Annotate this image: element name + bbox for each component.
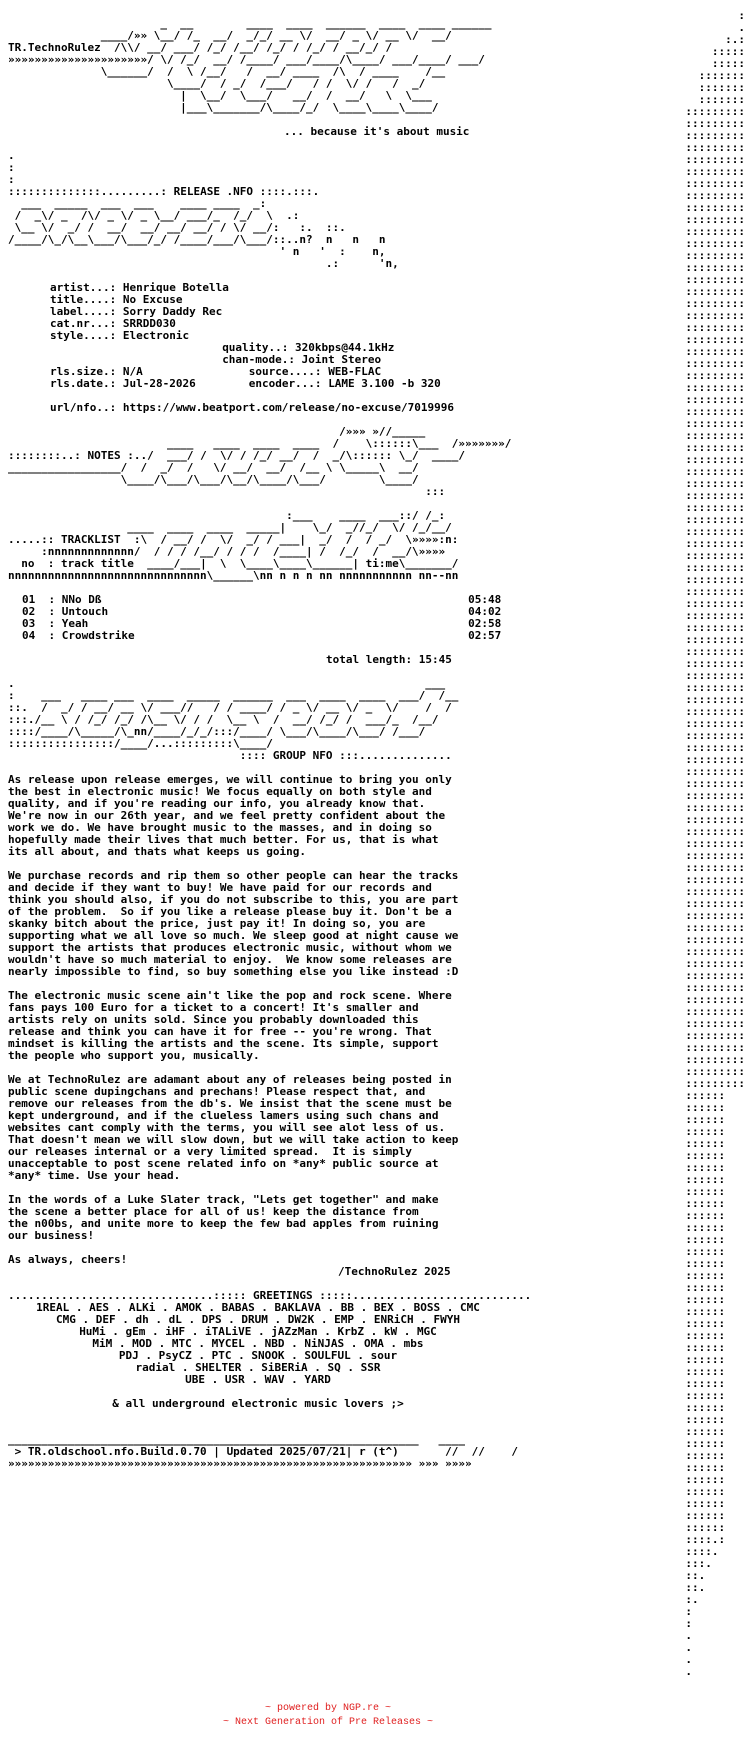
total-length: total length: 15:45 bbox=[326, 653, 452, 666]
label-value: Sorry Daddy Rec bbox=[122, 305, 223, 318]
url-link[interactable]: https://www.beatport.com/release/no-excuse/7019996 bbox=[122, 401, 454, 414]
source-value: WEB-FLAC bbox=[328, 365, 382, 378]
release-section-title: RELEASE .NFO bbox=[173, 185, 254, 198]
footer-powered-by: ~ powered by NGP.re ~ bbox=[264, 1703, 392, 1714]
tracklist-section-title: TRACKLIST bbox=[60, 533, 121, 546]
col-title-header: : track title bbox=[47, 557, 134, 570]
encoder-value: LAME 3.100 -b 320 bbox=[328, 377, 441, 390]
group-paragraph-1: As release upon release emerges, we will continue to bring you only the best in electronic music! We focus equally on both style and quality, and if you're reading our info, you already know that. We're now in our 26th year, and we feel pretty confident about the work we do. We have brought music to the masses, and in doing so hopefully made their lives that much better. For us, that is what its all about, and thats what keeps us going. bbox=[8, 773, 452, 858]
group-paragraph-3: The electronic music scene ain't like the pop and rock scene. Where fans pays 100 Euro for a ticket to a concert! It's smaller and artists rely on units sold. Since you probably downloaded this release and think you can have it for free -- you're wrong. That mindset is killing the artists and the scene. Its simple, support the people who support you, musically. bbox=[8, 989, 452, 1062]
list-item: 04 : Crowdstrike 02:57 bbox=[22, 629, 502, 642]
track-list bbox=[8, 594, 501, 642]
group-paragraph-2: We purchase records and rip them so other people can hear the tracks and decide if they want to buy! We have paid for our records and think you should also, if you do not subscribe to this, you are part of the problem. So if you like a release please buy it. Don't be a skanky bitch about the price, just pay it! In doing so, you are supporting what we all love so much. We sleep good at night cause we support the artists that produces electronic music, without whom we wouldn't have so much material to enjoy. We know some releases are nearly impossible to find, so buy something else you like instead :D bbox=[8, 869, 459, 978]
build-line: > TR.oldschool.nfo.Build.0.70 | Updated 2025/07/21| r (t^) // // / »»»»»»»»»»»»»»»»»»»»»»»»»»»»»»»»»»»»»»»»»»»»»»»»»»»»»»»»»»»»» »»» »»»» bbox=[8, 1445, 518, 1470]
release-info-block: artist...: Henrique Botella title....: No Excuse label....: Sorry Daddy Rec cat.nr...: SRRDD030 style....: Electronic quality..: 320kbps@44.1kHz chan-mode.: Joint Stereo rls.size.: N/A source....: WEB-FLAC rls.date.: Jul-28-2026 encoder...: LAME 3.100 -b 320 url/nfo..: https://www.beatport.com/release/no-excuse/7019996 bbox=[50, 281, 454, 414]
logo-ascii-art: _ __ ____ ____ ______ ____ ____ ______ ____/»» \__/ /_ __/ _/_/ __ \/ __/ _ \/ __ \/ __/ bbox=[100, 17, 492, 42]
col-no-header: no bbox=[21, 557, 35, 570]
footer-tagline: ~ Next Generation of Pre Releases ~ bbox=[222, 1717, 434, 1728]
list-item: 03 : Yeah 02:58 bbox=[22, 617, 502, 630]
greetings-section-title: GREETINGS bbox=[253, 1289, 313, 1302]
list-item: 02 : Untouch 04:02 bbox=[22, 605, 502, 618]
artist-value: Henrique Botella bbox=[122, 281, 229, 294]
greetings-list: 1REAL . AES . ALKi . AMOK . BABAS . BAKLAVA . BB . BEX . BOSS . CMC CMG . DEF . dh . dL . DPS . DRUM . DW2K . EMP . ENRiCH . FWYH HuMi . gEm . iHF . iTALiVE . jAZzMan . KrbZ . kW . MGC MiM . MOD . MTC . MYCEL . NBD . NiNJAS . OMA . mbs PDJ . PsyCZ . PTC . SNOOK . SOULFUL . sour radial . SHELTER . SiBERiA . SQ . SSR UBE . USR . WAV . YARD & all underground electronic music lovers ;> bbox=[36, 1301, 480, 1410]
footer bbox=[0, 1702, 656, 1730]
title-value: No Excuse bbox=[122, 293, 183, 306]
style-value: Electronic bbox=[122, 329, 190, 342]
group-tag: TR.TechnoRulez bbox=[8, 41, 101, 54]
nfo-document: _ __ ____ ____ ______ ____ ____ ______ ____/»» \__/ /_ __/ _/_/ __ \/ __/ _ \/ __ \/ __/ TR.TechnoRulez /\\/ __/ ___/ /_/ /__/ /_/ / /_/ / __/_/ / »»»»»»»»»»»»»»»»»»»»»/ \/ /_/ __/ /____/ ___/____/\____/ ___/____/ ___/ \______/ / \ /__/ / __/ ____ /\ / ____ /__ \____/ / _/ /___/ / / \/ / / _/ | \__/ \___/ __/ / __/ \ \___ |___\_______/\____/_/ \____\____\____/ ... because it's about music . : : ::::::::::::::.........: RELEASE .NFO ::::.:::. ___ _____ ___ ___ ____ ____ _: / _\/ _ /\/ _ \/ _ \__/ ___/_ /_/ \ .: \__ \/ _/ / __/ __/ __/ __/ / \/ __/: :. ::. /____/\_/\__\___/\___/_/ /____/___/\___/::..n? n n n ' n ' : n, .: 'n, artist...: Henrique Botella title....: No Excuse label....: Sorry Daddy Rec cat.nr...: SRRDD030 style....: Electronic quality..: 320kbps@44.1kHz chan-mode.: Joint Stereo rls.size.: N/A source....: WEB-FLAC rls.date.: Jul-28-2026 encoder...: LAME 3.100 -b 320 url/nfo..: https://www.beatport.com/release/no-excuse/7019996 /»»» »//_____ ____ ____ ____ ____ / \::::::\___ /»»»»»»»/ ::::::::..: NOTES :../ ___/ / \/ / /_/ __/ / _/\:::::: \_/ ____/ _________________/ / _/ / \/ __/ __/ /__ \ \_____\ __/ \____/\___/\___/\__/\____/\___/ \____/ ::: :___ ____ ___::/ /_: ____ ____ ____ _____| \_/ _//_/ \/ /_/__/ .....:: TRACKLIST :\ / __/ / \/ _/ / ___| _/ / / _/ \»»»»:n: :nnnnnnnnnnnnn/ / / / /__/ / / / /____| / /_/ / __/\»»»» no : track title ____/___| \ \____\____\______| ti:me\_______/ nnnnnnnnnnnnnnnnnnnnnnnnnnnnnn\______\nn n n n nn nnnnnnnnnnn nn--nn 01 : NNo Dß 05:48 02 : Untouch 04:02 03 : Yeah 02:58 04 : Crowdstrike 02:57 total length: 15:45 . ___ : ___ ____ ___ ____ _____ ______ ___ ____ ____ ___/ /__ ::. / _/ / __/ __ \/ ___// / / ____/ / _ \/ __ \/ _ \/ / / :::./__ \ / /_/ /_/ /\__ \/ / / \__ \ / __/ /_/ / ___/_ /__/ ::::/____/\_____/\_nn/____/_/_/:::/____/ \___/\____/\___/ /___/ ::::::::::::::::/____/...:::::::::\____/ :::: GROUP NFO :::.............. As release upon release emerges, we will continue to bring you only the best in electronic music! We focus equally on both style and quality, and if you're reading our info, you already know that. We're now in our 26th year, and we feel pretty confident about the work we do. We have brought music to the masses, and in doing so hopefully made their lives that much better. For us, that is what its all about, and thats what keeps us going. We purchase records and rip them so other people can hear the tracks and decide if they want to buy! We have paid for our records and think you should also, if you do not subscribe to this, you are part of the problem. So if you like a release please buy it. Don't be a skanky bitch about the price, just pay it! In doing so, you are supporting what we all love so much. We sleep good at night cause we support the artists that produces electronic music, without whom we wouldn't have so much material to enjoy. We know some releases are nearly impossible to find, so buy something else you like instead :D The electronic music scene ain't like the pop and rock scene. Where fans pays 100 Euro for a ticket to a concert! It's smaller and artists rely on units sold. Since you probably downloaded this release and think you can have it for free -- you're wrong. That mindset is killing the artists and the scene. Its simple, support the people who support you, musically. We at TechnoRulez are adamant about any of releases being posted in public scene dupingchans and prechans! Please respect that, and remove our releases from the db's. We insist that the scene must be kept underground, and if the clueless lamers using such chans and websites cant comply with the terms, you will see alot less of us. That doesn't mean we will slow down, but we will take action to keep our releases internal or a very limited spread. It is simply unacceptable to post scene related info on *any* public source at *any* time. Use your head. In the words of a Luke Slater track, "Lets get together" and make the scene a better place for all of us! keep the distance from the n00bs, and unite more to keep the few bad apples from ruining our business! As always, cheers! /TechnoRulez 2025 ...............................::::: GREETINGS :::::........................... 1REAL . AES . ALKi . AMOK . BABAS . BAKLAVA . BB . BEX . BOSS . CMC CMG . DEF . dh . dL . DPS . DRUM . DW2K . EMP . ENRiCH . FWYH HuMi . gEm . iHF . iTALiVE . jAZzMan . KrbZ . kW . MGC MiM . MOD . MTC . MYCEL . NBD . NiNJAS . OMA . mbs PDJ . PsyCZ . PTC . SNOOK . SOULFUL . sour radial . SHELTER . SiBERiA . SQ . SSR UBE . USR . WAV . YARD & all underground electronic music lovers ;> ______________________________________________________________ ____ > TR.oldschool.nfo.Build.0.70 | Updated 2025/07/21| r (t^) // // / »»»»»»»»»»»»»»»»»»»»»»»»»»»»»»»»»»»»»»»»»»»»»»»»»»»»»»»»»»»»» »»» »»»» bbox=[8, 17, 532, 1470]
col-time-header: ti:me bbox=[365, 557, 399, 570]
notes-section-title: NOTES bbox=[87, 449, 121, 462]
right-ascii-border: : . :.: ::::: ::::: ::::::: ::::::: ::::::: ::::::::: ::::::::: ::::::::: ::::::::: ::::::::: ::::::::: ::::::::: ::::::::: ::::::::: ::::::::: ::::::::: ::::::::: ::::::::: ::::::::: ::::::::: ::::::::: ::::::::: ::::::::: ::::::::: ::::::::: ::::::::: ::::::::: ::::::::: ::::::::: ::::::::: ::::::::: ::::::::: ::::::::: ::::::::: ::::::::: ::::::::: ::::::::: ::::::::: ::::::::: ::::::::: ::::::::: ::::::::: ::::::::: ::::::::: ::::::::: ::::::::: ::::::::: ::::::::: ::::::::: ::::::::: ::::::::: ::::::::: ::::::::: ::::::::: ::::::::: ::::::::: ::::::::: ::::::::: ::::::::: ::::::::: ::::::::: ::::::::: ::::::::: ::::::::: ::::::::: ::::::::: ::::::::: ::::::::: ::::::::: ::::::::: ::::::::: ::::::::: ::::::::: ::::::::: ::::::::: ::::::::: ::::::::: ::::::::: ::::::::: ::::::::: ::::::::: ::::::::: ::::::::: ::::::::: ::::::::: ::::::::: ::::::::: :::::: :::::: :::::: :::::: :::::: :::::: :::::: :::::: :::::: :::::: :::::: :::::: :::::: :::::: :::::: :::::: :::::: :::::: :::::: :::::: :::::: :::::: :::::: :::::: :::::: :::::: :::::: :::::: :::::: :::::: :::::: :::::: :::::: :::::: :::::: :::::: :::::: ::::.: ::::. :::. ::. ::. :. : : . . . . bbox=[685, 9, 745, 1678]
group-paragraph-5: In the words of a Luke Slater track, "Lets get together" and make the scene a better place for all of us! keep the distance from the n00bs, and unite more to keep the few bad apples from ruining our business! bbox=[8, 1193, 439, 1242]
tagline: ... because it's about music bbox=[284, 125, 470, 138]
quality-value: 320kbps@44.1kHz bbox=[295, 341, 395, 354]
list-item: 01 : NNo Dß 05:48 bbox=[22, 593, 502, 606]
chanmode-value: Joint Stereo bbox=[301, 353, 382, 366]
catnr-value: SRRDD030 bbox=[122, 317, 176, 330]
group-signature: /TechnoRulez 2025 bbox=[338, 1265, 451, 1278]
size-value: N/A bbox=[122, 365, 143, 378]
group-paragraph-6: As always, cheers! bbox=[8, 1253, 128, 1266]
date-value: Jul-28-2026 bbox=[122, 377, 196, 390]
group-paragraph-4: We at TechnoRulez are adamant about any of releases being posted in public scene dupingchans and prechans! Please respect that, and remove our releases from the db's. We insist that the scene must be kept underground, and if the clueless lamers using such chans and websites cant comply with the terms, you will see alot less of us. That doesn't mean we will slow down, but we will take action to keep our releases internal or a very limited spread. It is simply unacceptable to post scene related info on *any* public source at *any* time. Use your head. bbox=[8, 1073, 459, 1182]
group-section-title: GROUP NFO bbox=[272, 749, 333, 762]
